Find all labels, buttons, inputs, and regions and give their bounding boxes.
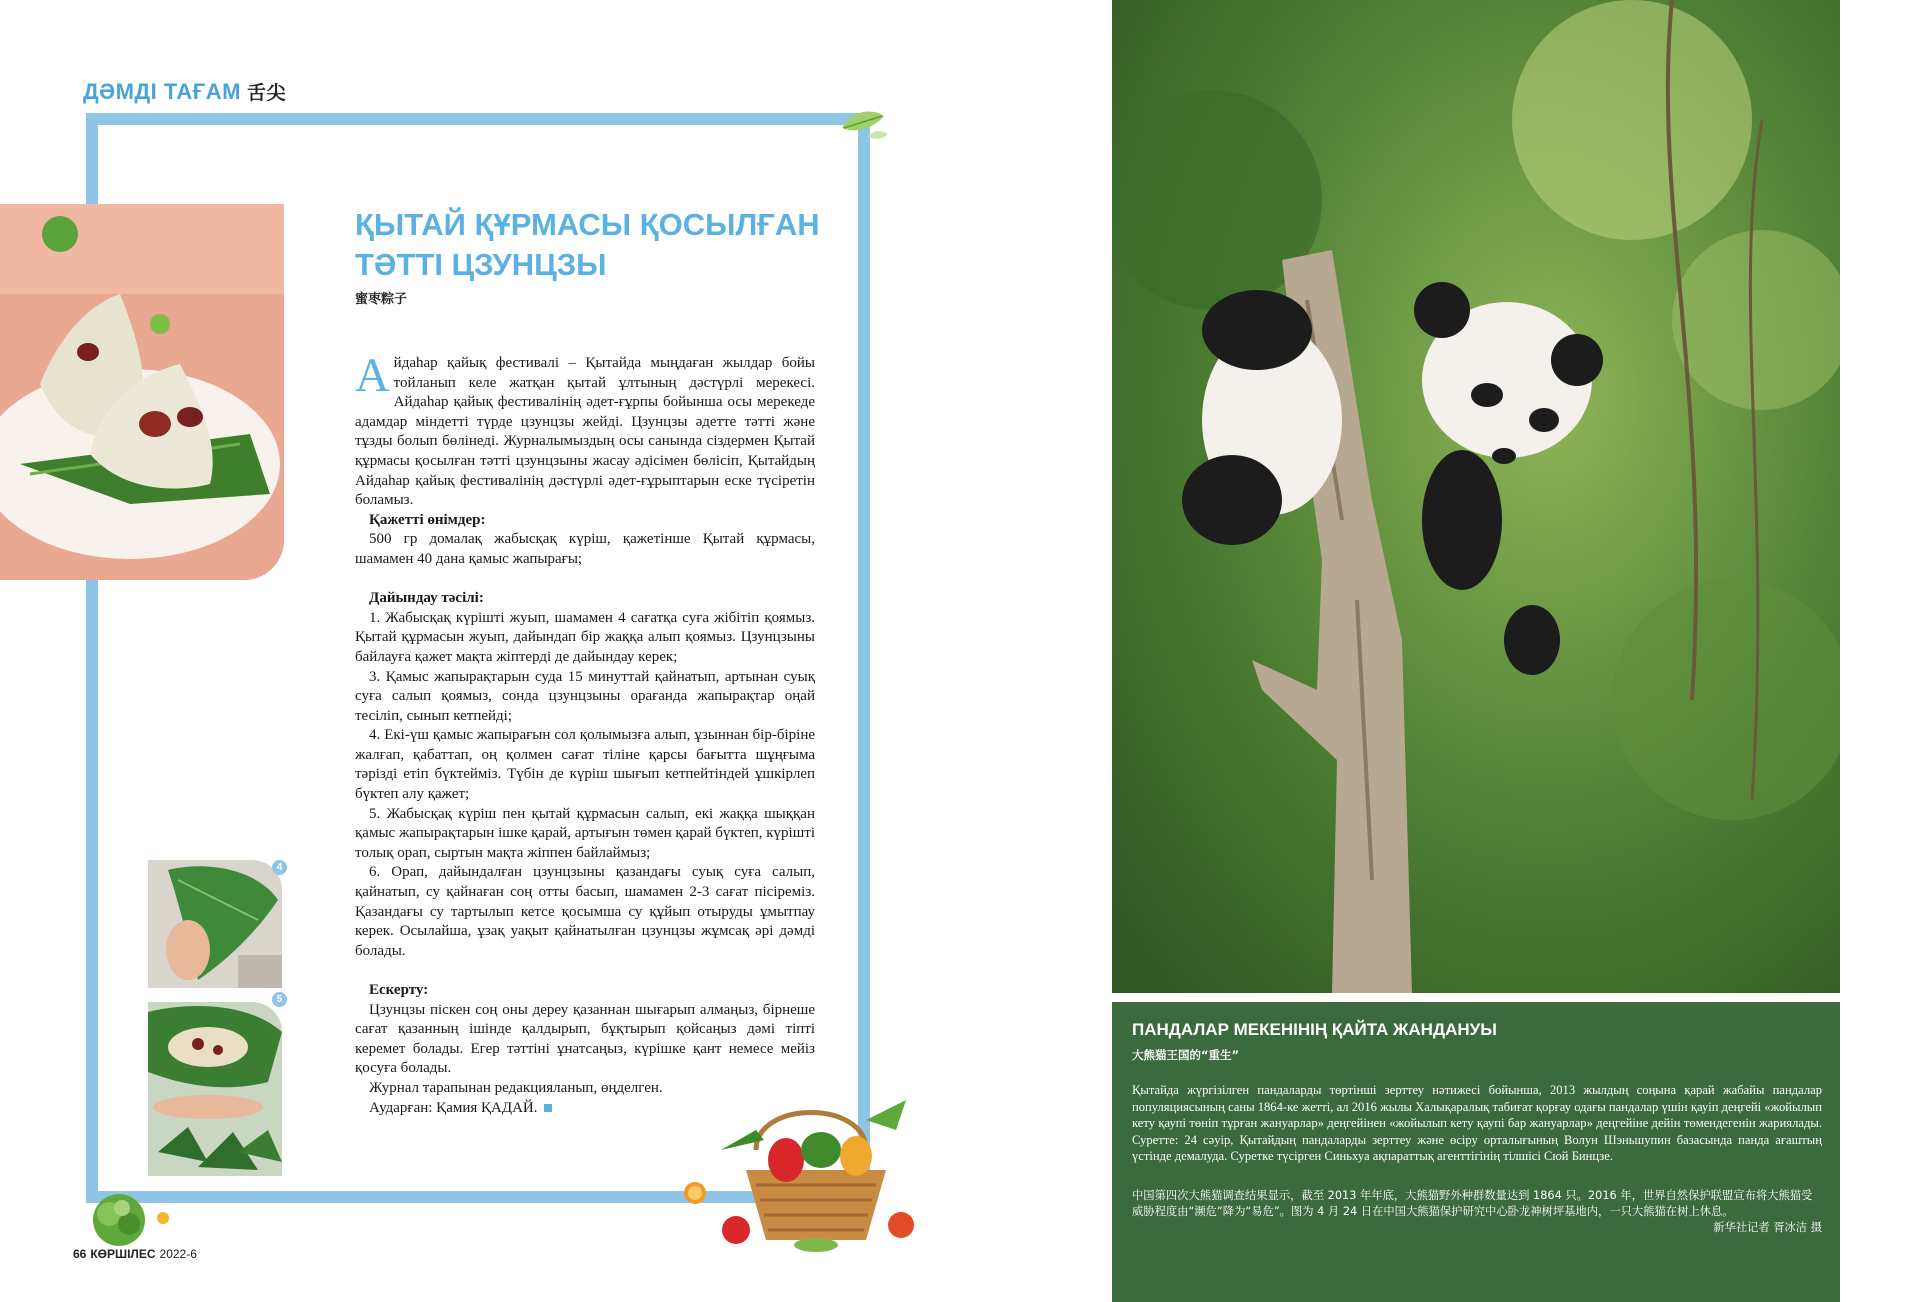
section-title-kz: ДӘМДІ ТАҒАМ [83, 79, 241, 104]
section-title-cn: 舌尖 [247, 83, 287, 104]
step-4-number: 4 [272, 860, 287, 875]
photo-credit: 新华社记者 胥冰洁 摄 [1713, 1221, 1822, 1234]
step-6: 6. Орап, дайындалған цзунцзыны қазандағы суық суға салып, қайнатып, су қайнаған соң отты басып, шамамен 2-3 сағат пісіреміз. Қазандағы су тартылып кетсе қосымша су құйып отыруды ұмытпау керек. Осылайша, ұзақ уақыт қайнатылған цзунцзы жұмсақ әрі дәмді болады. [355, 864, 815, 959]
translator-text: Аударған: Қамия ҚАДАЙ. [369, 1099, 538, 1116]
recipe-title-line-1: ҚЫТАЙ ҚҰРМАСЫ ҚОСЫЛҒАН [355, 207, 820, 242]
note-text: Цзунцзы піскен соң оны дереу қазаннан шығарып алмаңыз, бірнеше сағат қазанның ішінде қалдырып, бұқтырып қойсаңыз дәмі тіпті керемет болады. Егер тәттіні ұнатсаңыз, күрішке қант немесе мейіз қосуға болады. [355, 1001, 815, 1077]
caption-text-kz: Қытайда жүргізілген пандаларды төртінші зерттеу нәтижесі бойынша, 2013 жылдың соңына қарай жабайы пандалар популяциясының саны 1864-ке жетті, ал 2016 жылы Халықаралық табиғат қорғау одағы пандалар үшін қауіп деңгейі «жойылып кету қаупі төніп тұрған жануарлар» деңгейінен «жойылып кету қаупі бар жануарлар» деңгейіне дейін төмендегенін жариялады. Суретте: 24 сәуір, Қытайдың пандаларды зерттеу және өсіру орталығының Волун Шэньшупин базасында панда ағаштың үстінде демалуда. Суретке түсірген Синьхуа ақпараттық агенттігінің тілшісі Сюй Бинцзе. [1132, 1083, 1822, 1164]
ingredients-text: 500 гр домалақ жабысқақ күріш, қажетінше Қытай құрмасы, шамамен 40 дана қамыс жапырағы; [355, 531, 815, 567]
recipe-title [355, 205, 855, 285]
editor-line: Журнал тарапынан редакцияланып, өңделген. [369, 1079, 663, 1096]
zongzi-dish-photo [0, 204, 284, 580]
recipe-body [355, 349, 815, 1118]
issue-number: 2022-6 [159, 1247, 197, 1261]
caption-text-cn [1132, 1188, 1822, 1236]
step-4-photo [148, 860, 282, 988]
note-heading: Ескерту: [369, 982, 429, 998]
panda-photo [1112, 0, 1840, 993]
page-number: 66 [73, 1247, 87, 1261]
section-title [83, 78, 286, 105]
caption-text-cn-body: 中国第四次大熊猫调查结果显示，截至 2013 年年底，大熊猫野外种群数量达到 1864 只。2016 年，世界自然保护联盟宣布将大熊猫受威胁程度由“濒危”降为“易危”。图为 4 月 24 日在中国大熊猫保护研究中心卧龙神树坪基地内，一只大熊猫在树上休息。 [1132, 1189, 1813, 1218]
intro-text: йдаһар қайық фестивалі – Қытайда мыңдаған жылдар бойы тойланып келе жатқан қытай ұлтының дәстүрлі мерекесі. Айдаһар қайық фестивалінің әдет-ғұрпы бойынша осы мерекеде адамдар міндетті түрде цзунцзы жейді. Цзунцзы әдетте тәтті және тұзды болып бөлінеді. Журналымыздың осы санында сіздермен Қытай құрмасы қосылған тәтті цзунцзыны жасау әдісімен бөлісіп, Қытайдың Айдаһар қайық фестивалінің дәстүрлі әдет-ғұрыптарын еске түсіретін боламыз. [355, 355, 815, 509]
orange-dot-icon [155, 1210, 171, 1226]
page-footer [73, 1247, 197, 1261]
step-5: 5. Жабысқақ күріш пен қытай құрмасын салып, екі жаққа шыққан қамыс жапырақтарын ішке қарай, артығын төмен қарай бүктеп, күрішті толық орап, сыртын мақта жіппен байлаймыз; [355, 805, 815, 861]
drop-cap: А [355, 349, 390, 402]
step-5-photo [148, 1002, 282, 1176]
orange-slice-icon [682, 1180, 708, 1206]
recipe-title-line-2: ТӘТТІ ЦЗУНЦЗЫ [355, 247, 607, 282]
intro-paragraph [355, 349, 815, 511]
magazine-name: КӨРШІЛЕС [90, 1247, 156, 1261]
step-4: 4. Екі-үш қамыс жапырағын сол қолымызға алып, ұзыннан бір-біріне жалғап, қабаттап, оң қолмен сағат тіліне қарсы бағытта шұңғыма тәрізді етіп бүктейміз. Түбін де күріш шығып кетпейтіндей ұшкірлеп бүктеп алу қажет; [355, 727, 815, 803]
step-3: 3. Қамыс жапырақтарын суда 15 минуттай қайнатып, артынан суық суға салып қоямыз, сонда цзунцзыны орағанда жапырақтар оңай тесіліп, сынып кетпейді; [355, 668, 815, 724]
step-1: 1. Жабысқақ күрішті жуып, шамамен 4 сағатқа суға жібітіп қоямыз. Қытай құрмасын жуып, дайындап бір жаққа алып қоямыз. Цзунцзыны байлауға қажет мақта жіптерді де дайындау керек; [355, 609, 815, 665]
recipe-subtitle-cn: 蜜枣粽子 [355, 292, 408, 307]
caption-subtitle-cn: 大熊猫王国的“重生” [1132, 1048, 1240, 1062]
ingredients-heading: Қажетті өнімдер: [369, 511, 486, 528]
panda-caption-box [1112, 1002, 1840, 1302]
lettuce-decoration-icon [84, 1190, 154, 1248]
end-mark-icon [544, 1104, 552, 1112]
leaf-decoration-icon [838, 106, 890, 146]
vegetable-basket-icon [716, 1090, 916, 1252]
caption-title: ПАНДАЛАР МЕКЕНІНІҢ ҚАЙТА ЖАНДАНУЫ [1132, 1020, 1497, 1039]
step-5-number: 5 [272, 992, 287, 1007]
method-heading: Дайындау тәсілі: [369, 590, 484, 607]
